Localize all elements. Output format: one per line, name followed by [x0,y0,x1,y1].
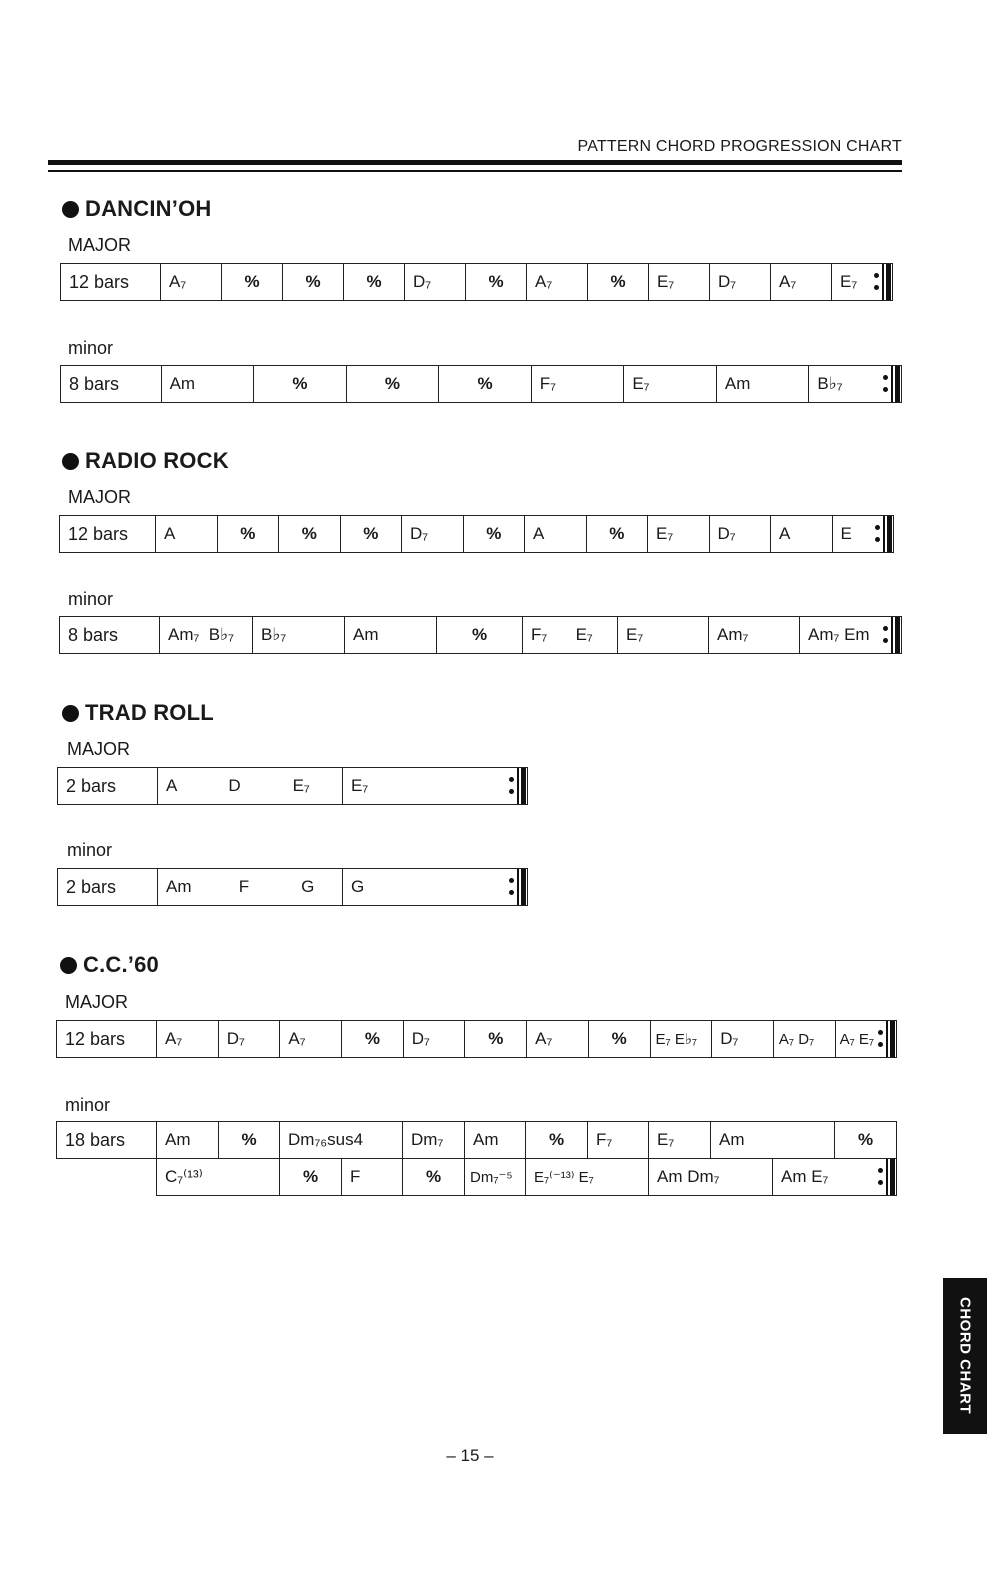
bars-count: 8 bars [61,366,162,403]
chord-cell: E₇⁽⁻¹³⁾ E₇ [526,1159,649,1196]
table-row [60,516,894,553]
bullet-icon [62,201,79,218]
chord-cell: F₇ E₇ [523,617,618,654]
section-title-text: C.C.’60 [83,952,159,977]
chord-cell-final [343,869,528,906]
simile-cell: % [588,264,649,301]
simile-cell: % [526,1122,588,1159]
simile-cell: % [346,366,439,403]
chord-cell: E₇ [649,264,710,301]
chord-cell: Dm₇₆sus4 [280,1122,403,1159]
side-tab-label: CHORD CHART [956,1297,974,1415]
chord-cell: A₇ [527,264,588,301]
bars-count: 12 bars [60,516,156,553]
header-rule-thick [48,160,902,165]
chord-table-radio-major [59,515,894,553]
chord-table-dancin-minor [60,365,902,403]
repeat-end-icon [507,869,527,906]
chord-cell-final [809,366,902,403]
simile-cell: % [217,516,279,553]
section-title-text: TRAD ROLL [85,700,214,725]
chord-text: Am E₇ [781,1167,829,1186]
chord-table-trad-minor [57,868,528,906]
table-row [61,366,902,403]
simile-cell: % [586,516,648,553]
simile-cell: % [403,1159,465,1196]
section-title-dancin-oh [62,196,211,222]
chord-table-cc60-minor [56,1121,897,1196]
chord-cell: E₇ E♭₇ [650,1021,712,1058]
table-row [60,617,902,654]
chord-text: A₇ E₇ [839,1030,875,1048]
bars-count: 2 bars [58,768,158,805]
chord-text: B♭₇ [817,374,843,393]
bullet-icon [62,705,79,722]
table-row [57,1159,897,1196]
chord-cell: D₇ [405,264,466,301]
chord-cell: F₇ [531,366,624,403]
chord-cell: C₇⁽¹³⁾ [157,1159,280,1196]
chord-cell: D₇ [710,264,771,301]
chord-cell-final [832,516,894,553]
chord-cell: B♭₇ [253,617,345,654]
table-row [58,869,528,906]
chord-cell: A₇ [161,264,222,301]
chord-cell: Am Dm₇ [649,1159,773,1196]
chord-cell: Am₇ [709,617,800,654]
simile-cell: % [465,1021,527,1058]
section-title-text: DANCIN’OH [85,196,212,221]
simile-cell: % [437,617,523,654]
chord-cell: D₇ [712,1021,774,1058]
chord-cell: A [156,516,218,553]
repeat-end-icon [881,366,901,403]
repeat-end-icon [873,516,893,553]
blank-cell [57,1159,157,1196]
chord-cell: Am [711,1122,835,1159]
table-row [58,768,528,805]
mode-label-major: MAJOR [67,739,130,759]
bars-count: 8 bars [60,617,160,654]
page-number: – 15 – [446,1446,494,1465]
bars-count: 18 bars [57,1122,157,1159]
chord-cell: F₇ [588,1122,649,1159]
mode-label-major: MAJOR [68,487,131,507]
chord-cell: A₇ [280,1021,342,1058]
chord-cell: A₇ D₇ [773,1021,835,1058]
chord-cell-final [343,768,528,805]
chord-cell: A [525,516,587,553]
chord-text: E₇ [351,776,369,795]
mode-label-minor: minor [68,589,114,609]
simile-cell: % [439,366,532,403]
chord-cell: A₇ [771,264,832,301]
simile-cell: % [340,516,402,553]
repeat-end-icon [876,1021,896,1058]
mode-label-minor: minor [68,338,114,358]
chord-text: Am₇ Em [808,625,870,644]
bullet-icon [60,957,77,974]
section-title-trad-roll [62,700,214,726]
simile-cell: % [280,1159,342,1196]
chord-cell: A₇ [157,1021,219,1058]
simile-cell: % [219,1122,280,1159]
mode-label-minor: minor [67,840,113,860]
repeat-end-icon [881,617,901,654]
simile-cell: % [588,1021,650,1058]
chord-cell: A D E₇ [158,768,343,805]
chord-cell: Am [161,366,254,403]
chord-cell: Am [465,1122,526,1159]
chord-table-cc60-major [56,1020,897,1058]
table-row [61,264,893,301]
table-row [57,1122,897,1159]
chord-text: E₇ [840,272,858,291]
chord-cell: Am F G [158,869,343,906]
chord-cell: E₇ [649,1122,711,1159]
chord-cell-final [832,264,893,301]
bars-count: 12 bars [61,264,161,301]
chord-cell: D₇ [709,516,771,553]
chord-cell: Dm₇ [403,1122,465,1159]
chord-cell: D₇ [403,1021,465,1058]
chord-cell: A [771,516,833,553]
repeat-end-icon [507,768,527,805]
chord-text: G [351,877,365,896]
chord-cell-final [773,1159,897,1196]
chord-cell: Am [157,1122,219,1159]
simile-cell: % [342,1021,404,1058]
repeat-end-icon [872,264,892,301]
mode-label-major: MAJOR [65,992,128,1012]
bullet-icon [62,453,79,470]
chord-cell: Am₇ B♭₇ [160,617,253,654]
simile-cell: % [466,264,527,301]
chord-cell: Am [345,617,437,654]
chord-cell-final [800,617,902,654]
simile-cell: % [835,1122,897,1159]
mode-label-major: MAJOR [68,235,131,255]
chord-cell: F [342,1159,403,1196]
repeat-end-icon [876,1159,896,1196]
chord-cell: D₇ [218,1021,280,1058]
chord-cell: Dm₇⁻⁵ [465,1159,526,1196]
chord-cell: E₇ [618,617,709,654]
chord-cell-final [835,1021,897,1058]
chord-table-radio-minor [59,616,902,654]
simile-cell: % [254,366,347,403]
side-tab-chord-chart [943,1278,987,1434]
bars-count: 2 bars [58,869,158,906]
chord-cell: E₇ [648,516,710,553]
chord-cell: A₇ [527,1021,589,1058]
section-title-radio-rock [62,448,229,474]
chord-cell: Am [716,366,809,403]
simile-cell: % [283,264,344,301]
simile-cell: % [222,264,283,301]
simile-cell: % [344,264,405,301]
simile-cell: % [463,516,525,553]
section-title-cc60 [60,952,159,978]
simile-cell: % [279,516,341,553]
chord-text: E [840,524,852,543]
chord-table-trad-major [57,767,528,805]
header-rule-thin [48,170,902,172]
chord-cell: E₇ [624,366,717,403]
chord-table-dancin-major [60,263,893,301]
mode-label-minor: minor [65,1095,111,1115]
section-title-text: RADIO ROCK [85,448,229,473]
page-header-title: PATTERN CHORD PROGRESSION CHART [577,138,902,155]
bars-count: 12 bars [57,1021,157,1058]
chord-cell: D₇ [402,516,464,553]
table-row [57,1021,897,1058]
